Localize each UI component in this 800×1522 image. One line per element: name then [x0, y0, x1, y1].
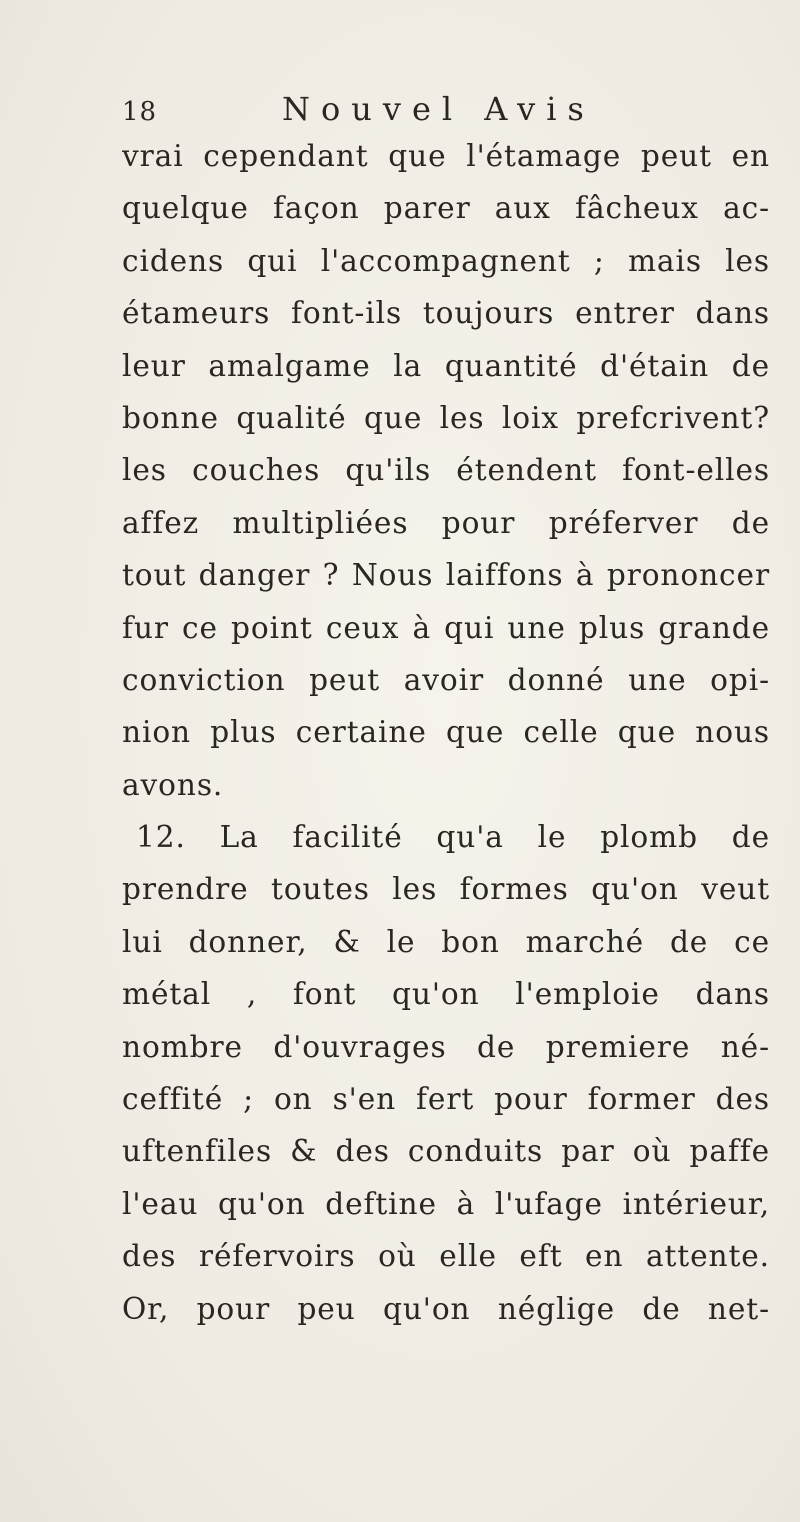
text-line: prendre toutes les formes qu'on veut — [122, 872, 770, 907]
text-line: leur amalgame la quantité d'étain de — [122, 348, 770, 383]
text-line: affez multipliées pour préferver de — [122, 505, 770, 540]
text-line: étameurs font-ils toujours entrer dans — [122, 296, 770, 331]
text-line: nombre d'ouvrages de premiere né- — [122, 1029, 770, 1064]
text-line: vrai cependant que l'étamage peut en — [122, 139, 770, 173]
text-line: l'eau qu'on deftine à l'ufage intérieur, — [122, 1186, 770, 1221]
text-line: lui donner, & le bon marché de ce — [122, 924, 770, 959]
text-line: uftenfiles & des conduits par où paffe — [122, 1134, 770, 1169]
text-line: bonne qualité que les loix prefcrivent? — [122, 400, 770, 435]
text-line: les couches qu'ils étendent font-elles — [122, 453, 770, 488]
body-text — [122, 130, 770, 1335]
text-line: nion plus certaine que celle que nous — [122, 715, 770, 750]
text-line: ceffité ; on s'en fert pour former des — [122, 1082, 770, 1117]
paragraph-start-line: 12. La facilité qu'a le plomb de — [136, 820, 770, 855]
text-line: conviction peut avoir donné une opi- — [122, 662, 770, 697]
text-line: cidens qui l'accompagnent ; mais les — [122, 243, 770, 278]
text-line: avons. — [122, 767, 224, 802]
text-line: fur ce point ceux à qui une plus grande — [122, 610, 770, 645]
text-line: métal , font qu'on l'emploie dans — [122, 977, 770, 1012]
text-line: Or, pour peu qu'on néglige de net- — [122, 1291, 770, 1326]
text-line: quelque façon parer aux fâcheux ac- — [122, 191, 770, 226]
running-title: Nouvel Avis — [282, 90, 595, 128]
text-line: tout danger ? Nous laiffons à prononcer — [122, 558, 770, 593]
text-line: des réfervoirs où elle eft en attente. — [122, 1239, 770, 1274]
page-number: 18 — [122, 97, 158, 127]
